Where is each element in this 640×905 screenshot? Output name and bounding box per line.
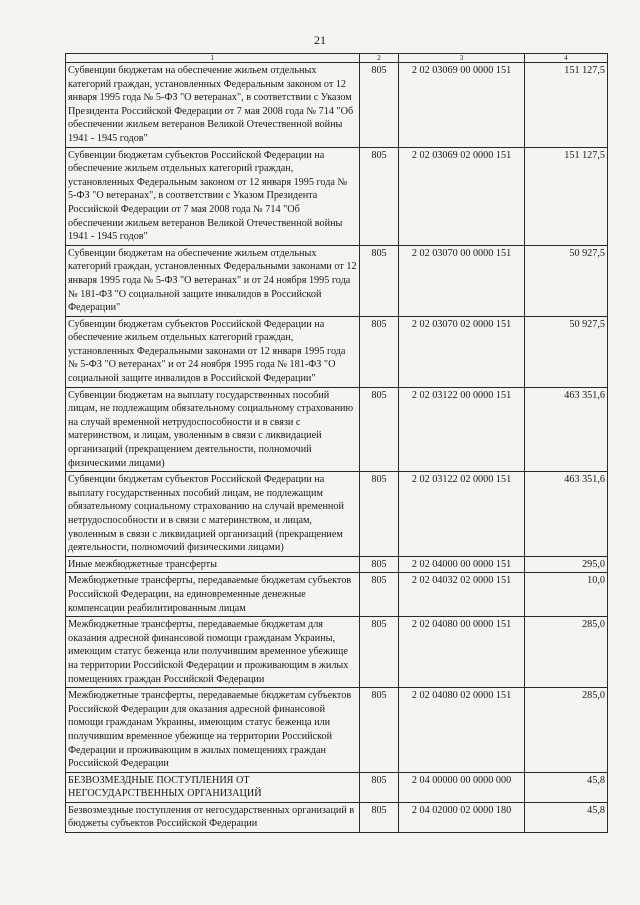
column-header-admin: 2	[360, 54, 399, 63]
row-name: Межбюджетные трансферты, передаваемые бюджетам субъектов Российской Федерации, на единовременные денежные компенсации реабилитированным лицам	[66, 573, 360, 617]
table-row	[66, 573, 608, 617]
column-header-name: 1	[66, 54, 360, 63]
row-sum: 45,8	[525, 802, 608, 832]
row-sum: 50 927,5	[525, 316, 608, 387]
row-sum: 463 351,6	[525, 387, 608, 472]
row-sum: 285,0	[525, 617, 608, 688]
row-sum: 45,8	[525, 772, 608, 802]
row-admin-code: 805	[360, 573, 399, 617]
row-admin-code: 805	[360, 617, 399, 688]
row-name: Межбюджетные трансферты, передаваемые бюджетам субъектов Российской Федерации для оказания адресной финансовой помощи гражданам Украины, имеющим статус беженца или получившим временное убежище на территории Российской Федерации и проживающим в жилых помещениях граждан Российской Федерации	[66, 688, 360, 773]
row-budget-code: 2 02 04080 00 0000 151	[399, 617, 525, 688]
row-name: Безвозмездные поступления от негосударственных организаций в бюджеты субъектов Российской Федерации	[66, 802, 360, 832]
page-number: 21	[314, 33, 326, 47]
row-budget-code: 2 02 04032 02 0000 151	[399, 573, 525, 617]
row-sum: 151 127,5	[525, 147, 608, 245]
row-budget-code: 2 02 03069 00 0000 151	[399, 63, 525, 148]
row-budget-code: 2 02 03070 00 0000 151	[399, 245, 525, 316]
row-budget-code: 2 02 04080 02 0000 151	[399, 688, 525, 773]
row-admin-code: 805	[360, 245, 399, 316]
table-row	[66, 617, 608, 688]
row-name: Межбюджетные трансферты, передаваемые бюджетам для оказания адресной финансовой помощи гражданам Украины, имеющим статус беженца или получившим временное убежище на территории Российской Федерации и проживающим в жилых помещениях граждан Российской Федерации	[66, 617, 360, 688]
row-name: Субвенции бюджетам на обеспечение жильем отдельных категорий граждан, установленных Федеральным законом от 12 января 1995 года № 5-ФЗ "О ветеранах", в соответствии с Указом Президента Российской Федерации от 7 мая 2008 года № 714 "Об обеспечении жильем ветеранов Великой Отечественной войны 1941 - 1945 годов"	[66, 63, 360, 148]
row-name: Субвенции бюджетам на выплату государственных пособий лицам, не подлежащим обязательному социальному страхованию на случай временной нетрудоспособности и в связи с материнством, и лицам, уволенным в связи с ликвидацией организаций (прекращением деятельности, полномочий физическими лицами)	[66, 387, 360, 472]
table-row	[66, 316, 608, 387]
table-row	[66, 556, 608, 573]
table-row	[66, 147, 608, 245]
row-name: БЕЗВОЗМЕЗДНЫЕ ПОСТУПЛЕНИЯ ОТ НЕГОСУДАРСТВЕННЫХ ОРГАНИЗАЦИЙ	[66, 772, 360, 802]
row-name: Субвенции бюджетам субъектов Российской Федерации на обеспечение жильем отдельных категорий граждан, установленных Федеральными законами от 12 января 1995 года № 5-ФЗ "О ветеранах" и от 24 ноября 1995 года № 181-ФЗ "О социальной защите инвалидов в Российской Федерации"	[66, 316, 360, 387]
row-budget-code: 2 02 03122 00 0000 151	[399, 387, 525, 472]
row-budget-code: 2 02 03069 02 0000 151	[399, 147, 525, 245]
row-admin-code: 805	[360, 472, 399, 557]
row-sum: 151 127,5	[525, 63, 608, 148]
row-admin-code: 805	[360, 556, 399, 573]
row-admin-code: 805	[360, 772, 399, 802]
table-row	[66, 772, 608, 802]
table-row	[66, 472, 608, 557]
table-row	[66, 245, 608, 316]
row-budget-code: 2 02 03122 02 0000 151	[399, 472, 525, 557]
row-budget-code: 2 02 04000 00 0000 151	[399, 556, 525, 573]
table-header-row	[66, 54, 608, 63]
row-name: Иные межбюджетные трансферты	[66, 556, 360, 573]
row-name: Субвенции бюджетам субъектов Российской Федерации на обеспечение жильем отдельных категорий граждан, установленных Федеральным законом от 12 января 1995 года № 5-ФЗ "О ветеранах", в соответствии с Указом Президента Российской Федерации от 7 мая 2008 года № 714 "Об обеспечении жильем ветеранов Великой Отечественной войны 1941 - 1945 годов"	[66, 147, 360, 245]
revenue-table	[65, 53, 608, 833]
row-budget-code: 2 04 00000 00 0000 000	[399, 772, 525, 802]
table-row	[66, 387, 608, 472]
row-sum: 463 351,6	[525, 472, 608, 557]
row-admin-code: 805	[360, 387, 399, 472]
table-row	[66, 63, 608, 148]
row-name: Субвенции бюджетам субъектов Российской Федерации на выплату государственных пособий лицам, не подлежащим обязательному социальному страхованию на случай временной нетрудоспособности и в связи с материнством, и лицам, уволенным в связи с ликвидацией организаций (прекращением деятельности, полномочий физическими лицами)	[66, 472, 360, 557]
row-admin-code: 805	[360, 688, 399, 773]
column-header-sum: 4	[525, 54, 608, 63]
row-sum: 295,0	[525, 556, 608, 573]
row-sum: 285,0	[525, 688, 608, 773]
column-header-code: 3	[399, 54, 525, 63]
row-budget-code: 2 04 02000 02 0000 180	[399, 802, 525, 832]
table-row	[66, 688, 608, 773]
row-sum: 10,0	[525, 573, 608, 617]
row-sum: 50 927,5	[525, 245, 608, 316]
row-admin-code: 805	[360, 63, 399, 148]
row-name: Субвенции бюджетам на обеспечение жильем отдельных категорий граждан, установленных Федеральными законами от 12 января 1995 года № 5-ФЗ "О ветеранах" и от 24 ноября 1995 года № 181-ФЗ "О социальной защите инвалидов в Российской Федерации"	[66, 245, 360, 316]
row-admin-code: 805	[360, 147, 399, 245]
table-row	[66, 802, 608, 832]
row-budget-code: 2 02 03070 02 0000 151	[399, 316, 525, 387]
row-admin-code: 805	[360, 316, 399, 387]
row-admin-code: 805	[360, 802, 399, 832]
